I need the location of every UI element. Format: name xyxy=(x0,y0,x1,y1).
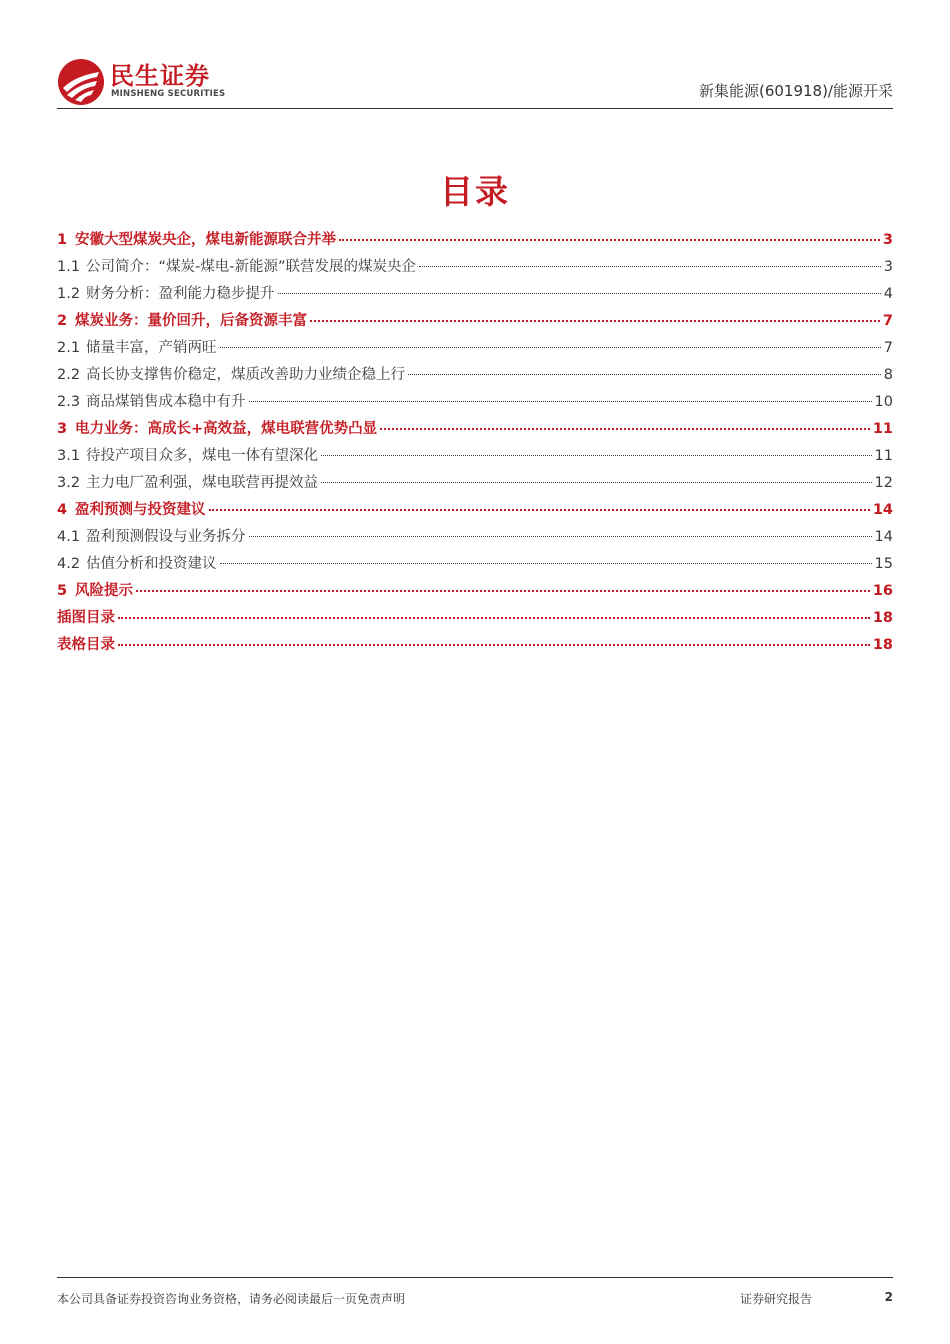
toc-entry-title: 高长协支撑售价稳定，煤质改善助力业绩企稳上行 xyxy=(86,367,405,383)
toc-entry-page: 14 xyxy=(872,502,893,518)
toc-entry[interactable] xyxy=(57,389,893,416)
toc-entry-title: 主力电厂盈利强，煤电联营再提效益 xyxy=(86,475,318,491)
toc-entry[interactable] xyxy=(57,254,893,281)
toc-title: 目录 xyxy=(440,172,510,211)
toc-entry[interactable] xyxy=(57,335,893,362)
toc-entry-page: 11 xyxy=(872,421,893,437)
toc-entry-title: 电力业务：高成长+高效益，煤电联营优势凸显 xyxy=(75,421,378,437)
toc-entry-number: 5 xyxy=(57,583,68,599)
toc-entry-number: 3.2 xyxy=(57,475,81,491)
toc-dot-leader xyxy=(118,642,870,646)
toc-entry-page: 16 xyxy=(872,583,893,599)
company-logo xyxy=(57,54,237,104)
page-number: 2 xyxy=(884,1290,893,1304)
logo-english-name: MINSHENG SECURITIES xyxy=(111,89,226,99)
toc-dot-leader xyxy=(278,292,881,294)
toc-entry-number: 1.2 xyxy=(57,286,81,302)
toc-entry[interactable] xyxy=(57,578,893,605)
toc-entry-number: 3 xyxy=(57,421,68,437)
toc-dot-leader xyxy=(118,615,870,619)
toc-entry-title: 盈利预测与投资建议 xyxy=(75,502,206,518)
page-header xyxy=(57,50,893,106)
toc-entry[interactable] xyxy=(57,524,893,551)
toc-entry-number: 3.1 xyxy=(57,448,81,464)
toc-entry-title: 盈利预测假设与业务拆分 xyxy=(86,529,246,545)
toc-entry-title: 煤炭业务：量价回升，后备资源丰富 xyxy=(75,313,307,329)
toc-dot-leader xyxy=(310,318,880,322)
toc-entry-number: 2 xyxy=(57,313,68,329)
toc-entry-title: 安徽大型煤炭央企，煤电新能源联合并举 xyxy=(75,232,336,248)
toc-entry[interactable] xyxy=(57,497,893,524)
toc-entry[interactable] xyxy=(57,227,893,254)
toc-dot-leader xyxy=(321,481,872,483)
toc-entry[interactable] xyxy=(57,308,893,335)
toc-entry[interactable] xyxy=(57,470,893,497)
toc-dot-leader xyxy=(249,400,872,402)
toc-dot-leader xyxy=(339,237,880,241)
table-of-contents xyxy=(57,227,893,659)
minsheng-logo-icon xyxy=(57,58,105,106)
toc-dot-leader xyxy=(220,562,872,564)
toc-entry-page: 3 xyxy=(882,232,893,248)
toc-entry[interactable] xyxy=(57,416,893,443)
toc-entry-number: 2.2 xyxy=(57,367,81,383)
toc-entry-number: 1 xyxy=(57,232,68,248)
toc-entry-title: 待投产项目众多，煤电一体有望深化 xyxy=(86,448,318,464)
toc-entry[interactable] xyxy=(57,443,893,470)
toc-entry-page: 4 xyxy=(883,286,893,302)
footer-divider xyxy=(57,1277,893,1278)
toc-entry-page: 10 xyxy=(874,394,893,410)
logo-chinese-name: 民生证券 xyxy=(110,62,210,90)
toc-entry-page: 3 xyxy=(883,259,893,275)
report-tag: 新集能源(601918)/能源开采 xyxy=(698,82,893,100)
toc-entry-number: 1.1 xyxy=(57,259,81,275)
toc-entry-number: 4 xyxy=(57,502,68,518)
toc-dot-leader xyxy=(380,426,870,430)
toc-dot-leader xyxy=(321,454,872,456)
toc-entry-title: 储量丰富，产销两旺 xyxy=(86,340,217,356)
toc-dot-leader xyxy=(419,265,881,267)
toc-entry-page: 14 xyxy=(874,529,893,545)
toc-entry-title: 估值分析和投资建议 xyxy=(86,556,217,572)
toc-dot-leader xyxy=(136,588,870,592)
toc-entry-number: 2.1 xyxy=(57,340,81,356)
toc-entry-page: 11 xyxy=(874,448,893,464)
footer-doc-type: 证券研究报告 xyxy=(740,1292,813,1306)
toc-dot-leader xyxy=(408,373,881,375)
toc-dot-leader xyxy=(220,346,881,348)
toc-entry-title: 公司简介：“煤炭-煤电-新能源”联营发展的煤炭央企 xyxy=(86,259,416,275)
header-divider xyxy=(57,108,893,109)
toc-entry-number: 4.1 xyxy=(57,529,81,545)
toc-entry[interactable] xyxy=(57,281,893,308)
toc-entry-page: 8 xyxy=(883,367,893,383)
toc-entry[interactable] xyxy=(57,551,893,578)
toc-entry-page: 7 xyxy=(882,313,893,329)
toc-entry-title: 商品煤销售成本稳中有升 xyxy=(86,394,246,410)
toc-entry-page: 12 xyxy=(874,475,893,491)
toc-dot-leader xyxy=(249,535,872,537)
toc-entry-title: 插图目录 xyxy=(57,610,115,626)
toc-entry-page: 18 xyxy=(872,637,893,653)
toc-entry-page: 18 xyxy=(872,610,893,626)
toc-entry-number: 2.3 xyxy=(57,394,81,410)
toc-entry[interactable] xyxy=(57,632,893,659)
footer-disclaimer: 本公司具备证券投资咨询业务资格，请务必阅读最后一页免责声明 xyxy=(57,1292,406,1306)
toc-entry-title: 风险提示 xyxy=(75,583,133,599)
toc-entry-number: 4.2 xyxy=(57,556,81,572)
toc-entry[interactable] xyxy=(57,362,893,389)
toc-dot-leader xyxy=(209,507,870,511)
toc-entry-page: 7 xyxy=(883,340,893,356)
toc-entry-title: 表格目录 xyxy=(57,637,115,653)
toc-entry-page: 15 xyxy=(874,556,893,572)
toc-entry[interactable] xyxy=(57,605,893,632)
toc-entry-title: 财务分析：盈利能力稳步提升 xyxy=(86,286,275,302)
